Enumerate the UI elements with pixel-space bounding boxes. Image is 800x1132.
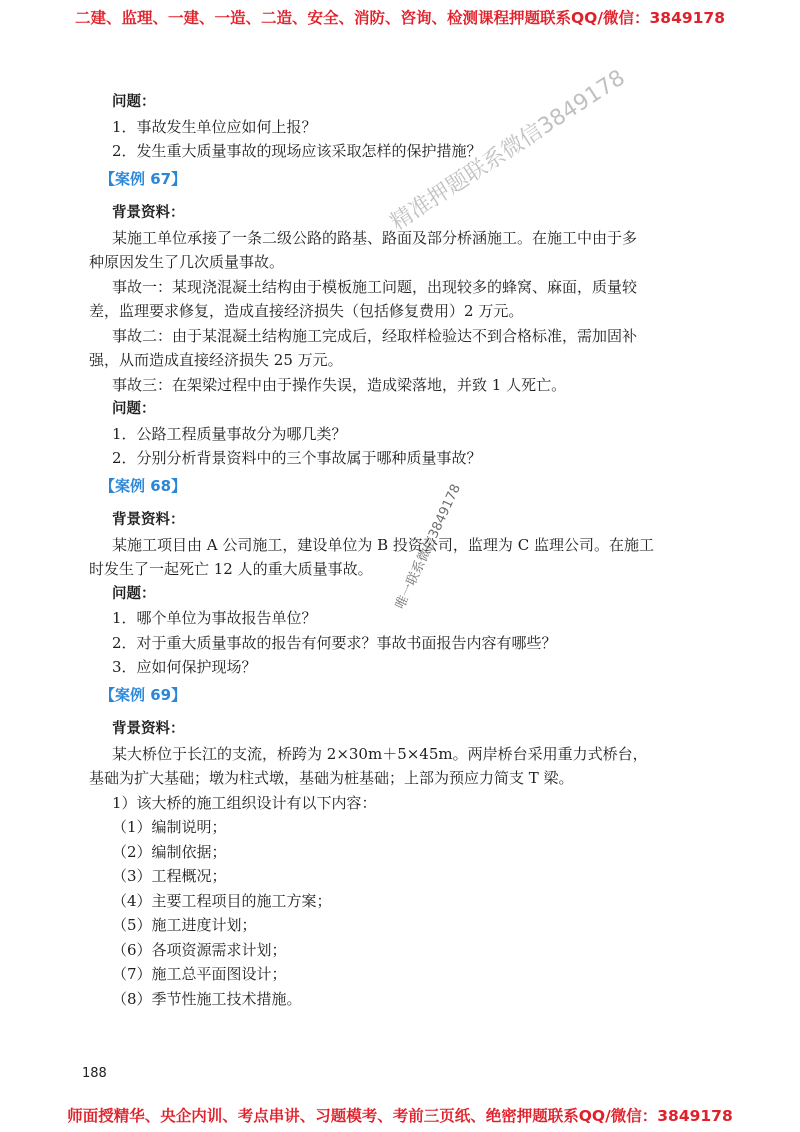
document-line: （5）施工进度计划； <box>112 916 257 934</box>
document-line: 2．分别分析背景资料中的三个事故属于哪种质量事故？ <box>112 449 482 467</box>
document-line: 1．事故发生单位应如何上报？ <box>112 117 317 136</box>
document-line: 某施工项目由 A 公司施工，建设单位为 B 投资公司，监理为 C 监理公司。在施工 <box>112 535 654 554</box>
document-line: 某大桥位于长江的支流，桥跨为 2×30m＋5×45m。两岸桥台采用重力式桥台， <box>112 744 648 763</box>
document-line: 2．对于重大质量事故的报告有何要求？事故书面报告内容有哪些？ <box>112 633 557 652</box>
document-line: （4）主要工程项目的施工方案； <box>112 891 332 910</box>
page-number: 188 <box>82 1066 107 1081</box>
watermark-main: 精准押题联系微信3849178 <box>386 65 630 236</box>
bottom-contact-banner: 师面授精华、央企内训、考点串讲、习题模考、考前三页纸、绝密押题联系QQ/微信：3849178 <box>67 1107 733 1125</box>
case-heading: 【案例 68】 <box>100 477 187 495</box>
document-line: 2．发生重大质量事故的现场应该采取怎样的保护措施？ <box>112 142 482 160</box>
case-heading: 【案例 69】 <box>100 686 187 704</box>
document-line: 1）该大桥的施工组织设计有以下内容： <box>112 793 377 812</box>
document-line: （3）工程概况； <box>112 867 227 885</box>
document-line: （1）编制说明； <box>112 818 227 836</box>
document-line: （6）各项资源需求计划； <box>112 940 287 959</box>
document-line: 背景资料： <box>112 721 185 737</box>
document-line: 时发生了一起死亡 12 人的重大质量事故。 <box>89 560 373 578</box>
document-line: 差，监理要求修复，造成直接经济损失（包括修复费用）2 万元。 <box>89 302 524 320</box>
document-line: 问题： <box>112 94 156 110</box>
document-line: 基础为扩大基础；墩为柱式墩，基础为桩基础；上部为预应力简支 T 梁。 <box>89 769 574 787</box>
document-line: 3．应如何保护现场？ <box>112 658 257 676</box>
document-line: 背景资料： <box>112 512 185 528</box>
document-line: （8）季节性施工技术措施。 <box>112 989 302 1008</box>
watermark-small: 唯一联系微信3849178 <box>393 482 465 612</box>
document-line: 1．哪个单位为事故报告单位？ <box>112 609 317 627</box>
document-line: （7）施工总平面图设计； <box>112 965 287 983</box>
document-line: 事故三：在架梁过程中由于操作失误，造成梁落地，并致 1 人死亡。 <box>112 375 567 394</box>
top-contact-banner: 二建、监理、一建、一造、二造、安全、消防、咨询、检测课程押题联系QQ/微信：3849178 <box>74 9 725 27</box>
case-heading: 【案例 67】 <box>100 170 187 188</box>
document-line: 背景资料： <box>112 205 185 221</box>
document-line: 1．公路工程质量事故分为哪几类？ <box>112 424 347 443</box>
document-line: （2）编制依据； <box>112 842 227 861</box>
document-line: 事故二：由于某混凝土结构施工完成后，经取样检验达不到合格标准，需加固补 <box>112 326 638 345</box>
document-line: 事故一：某现浇混凝土结构由于模板施工问题，出现较多的蜂窝、麻面，质量较 <box>112 277 638 296</box>
document-line: 问题： <box>112 585 156 602</box>
document-line: 强，从而造成直接经济损失 25 万元。 <box>89 351 343 369</box>
document-line: 某施工单位承接了一条二级公路的路基、路面及部分桥涵施工。在施工中由于多 <box>112 228 638 247</box>
document-line: 种原因发生了几次质量事故。 <box>89 253 285 271</box>
document-line: 问题： <box>112 401 156 417</box>
